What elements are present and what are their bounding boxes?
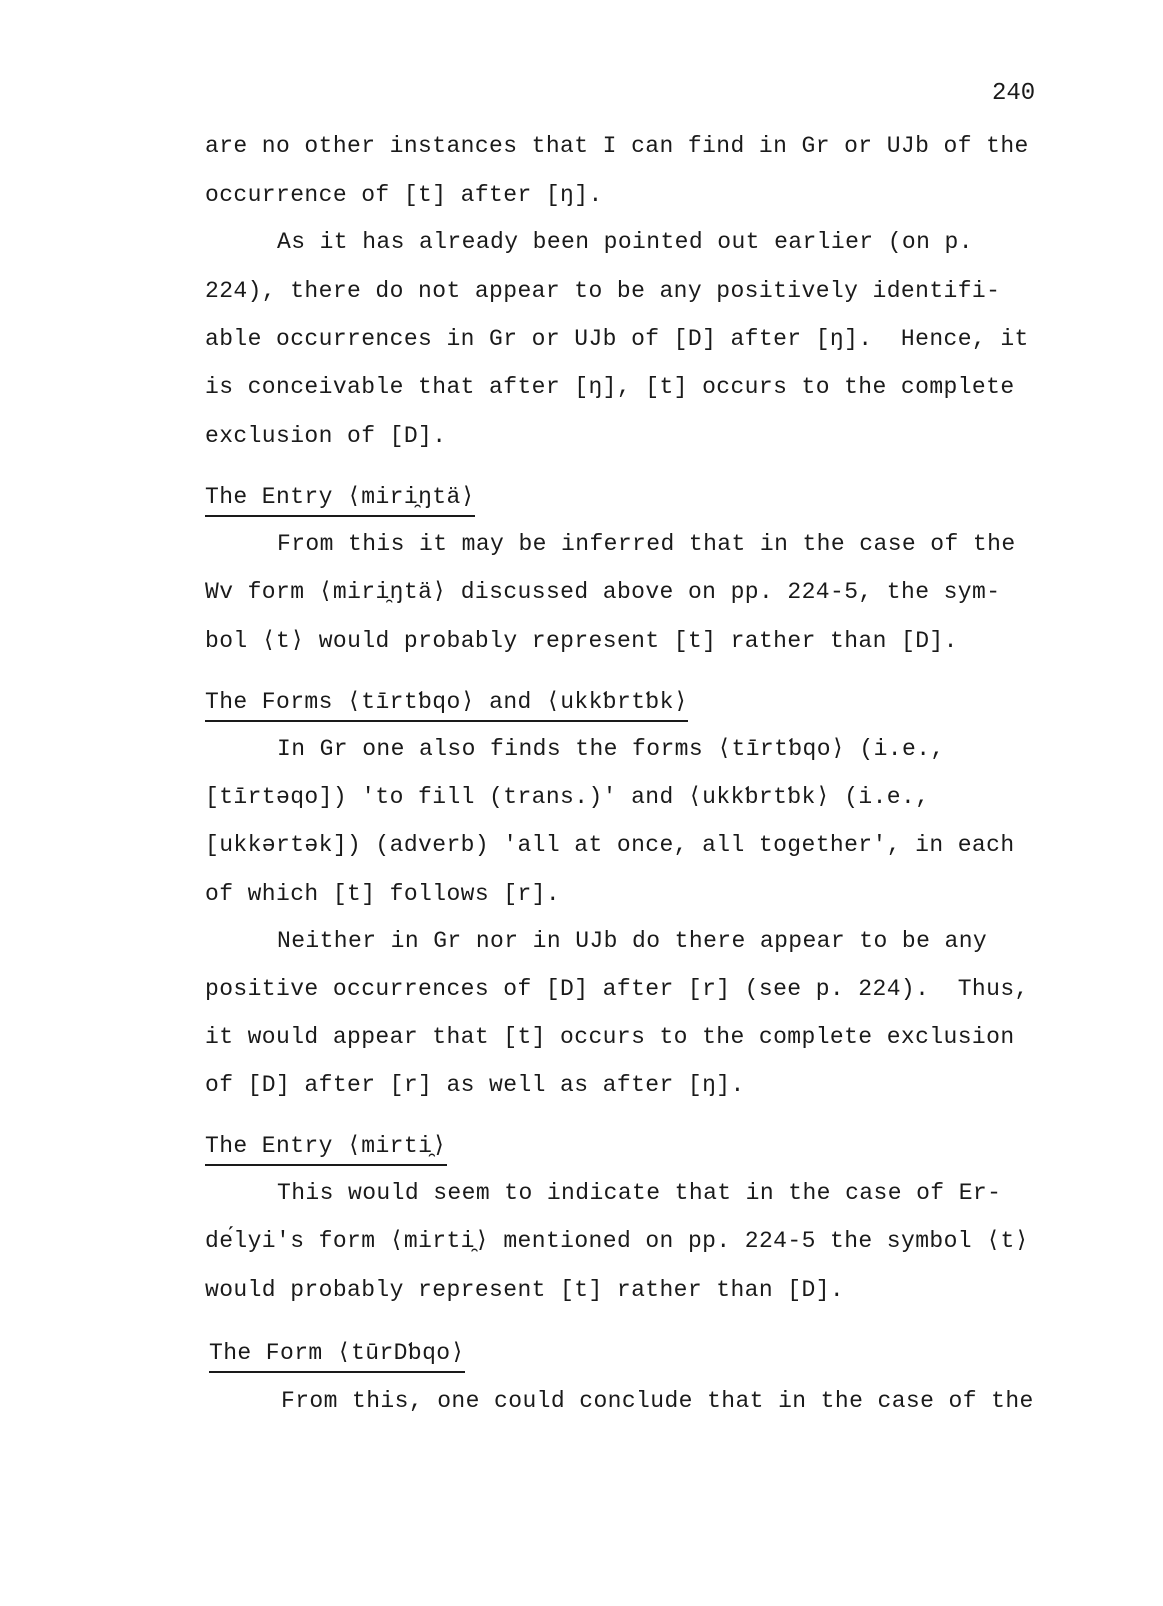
text-line: [tīrtəqo]) 'to fill (trans.)' and ⟨ukkƅrtƅk⟩ (i.e.,: [205, 784, 930, 810]
text-line: 224), there do not appear to be any positively identifi-: [205, 278, 1001, 304]
text-line: occurrence of [t] after [ŋ].: [205, 182, 603, 208]
section-heading: The Forms ⟨tīrtƅqo⟩ and ⟨ukkƅrtƅk⟩: [205, 687, 688, 722]
page-number: 240: [992, 80, 1036, 107]
text-line: Neither in Gr nor in UJb do there appear to be any: [277, 928, 988, 954]
text-line: of [D] after [r] as well as after [ŋ].: [205, 1072, 745, 1098]
text-line: able occurrences in Gr or UJb of [D] after [ŋ]. Hence, it: [205, 326, 1029, 352]
text-line: are no other instances that I can find in Gr or UJb of the: [205, 133, 1029, 159]
text-line: positive occurrences of [D] after [r] (see p. 224). Thus,: [205, 976, 1029, 1002]
text-line: it would appear that [t] occurs to the complete exclusion: [205, 1024, 1015, 1050]
text-line: From this, one could conclude that in the case of the: [281, 1388, 1034, 1414]
text-line: exclusion of [D].: [205, 423, 447, 449]
text-line: is conceivable that after [ŋ], [t] occurs to the complete: [205, 374, 1015, 400]
text-line: This would seem to indicate that in the case of Er-: [277, 1180, 1002, 1206]
text-line: In Gr one also finds the forms ⟨tīrtƅqo⟩ (i.e.,: [277, 736, 945, 762]
text-line: As it has already been pointed out earlier (on p.: [277, 229, 973, 255]
text-line: of which [t] follows [r].: [205, 881, 561, 907]
section-heading: The Entry ⟨miri̯ŋtä⟩: [205, 482, 475, 517]
section-heading: The Entry ⟨mirti̯⟩: [205, 1131, 447, 1166]
text-line: [ukkərtək]) (adverb) 'all at once, all together', in each: [205, 832, 1015, 858]
text-line: dе́lyi's form ⟨mirti̯⟩ mentioned on pp. 224-5 the symbol ⟨t⟩: [205, 1228, 1029, 1254]
text-line: would probably represent [t] rather than [D].: [205, 1277, 845, 1303]
text-line: bol ⟨t⟩ would probably represent [t] rather than [D].: [205, 628, 958, 654]
text-line: Wv form ⟨miri̯ŋtä⟩ discussed above on pp. 224-5, the sym-: [205, 579, 1001, 605]
text-line: From this it may be inferred that in the case of the: [277, 531, 1016, 557]
section-heading: The Form ⟨tūrDƅqo⟩: [209, 1338, 465, 1373]
